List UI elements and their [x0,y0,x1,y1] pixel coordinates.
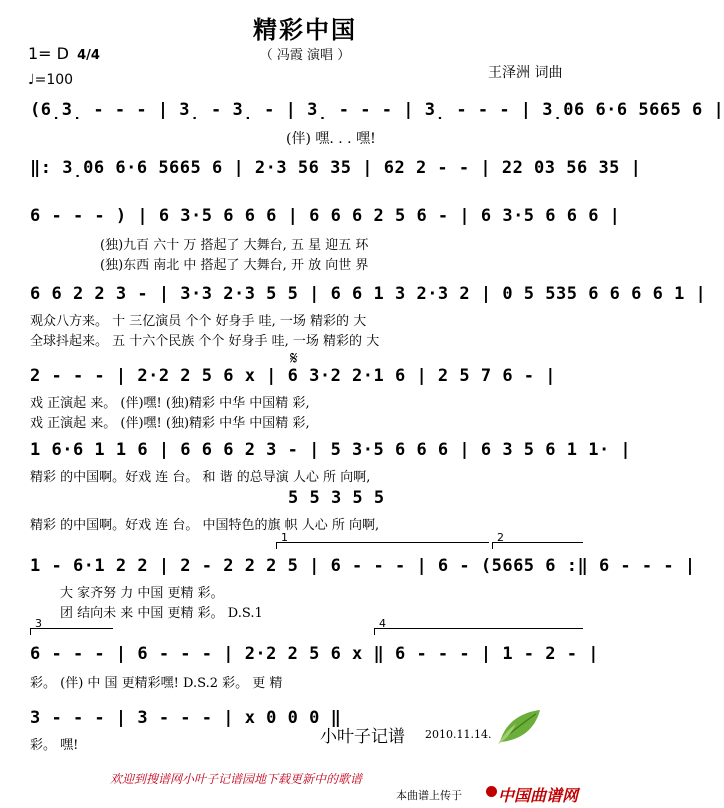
volta-bracket-1: 1 [276,542,489,549]
notation-row-9: 3 - - - | 3 - - - | x 0 0 0 ‖ [30,708,342,728]
notation-row-5: 2 - - - | 2·2 2 5 6 x | 6 3·2 2·1 6 | 2 5 7 6 - | [30,366,557,386]
footer-note: 欢迎到搜谱网小叶子记谱园地下载更新中的歌谱 [110,772,363,786]
notation-row-2: ‖: 3̣06 6·6 5665 6 | 2·3 56 35 | 62 2 - - | 22 03 56 35 | [30,158,642,178]
lyric-row-6-verse-1: 精彩 的中国啊。好戏 连 台。 和 谐 的总导演 人心 所 向啊, [30,470,371,485]
lyric-row-7-verse-1: 大 家齐努 力 中国 更精 彩。 [60,586,224,601]
transcription-date: 2010.11.14. [425,728,492,741]
notation-row-8: 6 - - - | 6 - - - | 2·2 2 5 6 x ‖ 6 - - - | 1 - 2 - | [30,644,599,664]
performer-line: （ 冯霞 演唱 ） [259,48,351,63]
lyric-row-8: 彩。 (伴) 中 国 更精彩嘿! D.S.2 彩。 更 精 [30,676,283,691]
song-title: 精彩中国 [253,16,357,44]
leaf-icon [496,706,544,746]
notation-row-7: 1 - 6·1 2 2 | 2 - 2 2 2 5 | 6 - - - | 6 - (5665 6 :‖ 6 - - - | [30,556,696,576]
lyric-row-4-verse-2: 全球抖起来。 五 十六个民族 个个 好身手 哇, 一场 精彩的 大 [30,334,380,349]
lyric-row-5-verse-1: 戏 正演起 来。 (伴)嘿! (独)精彩 中华 中国精 彩, [30,396,310,411]
volta-bracket-4: 4 [374,628,583,635]
volta-bracket-2: 2 [492,542,583,549]
lyric-row-3-verse-2: (独)东西 南北 中 搭起了 大舞台, 开 放 向世 界 [100,258,369,273]
tempo-marking: ♩=100 [28,72,74,88]
lyric-row-1: (伴) 嘿. . . 嘿! [286,131,376,147]
notation-row-4: 6 6 2 2 3 - | 3·3 2·3 5 5 | 6 6 1 3 2·3 2 | 0 5 535 6 6 6 6 1 | [30,284,707,304]
notation-row-6-alt: 5 5 3 5 5 [288,488,385,508]
volta-bracket-3: 3 [30,628,113,635]
notation-row-6: 1 6·6 1 1 6 | 6 6 6 2 3 - | 5 3·5 6 6 6 | 6 3 5 6 1 1· | [30,440,632,460]
lyric-row-9: 彩。 嘿! [30,738,79,753]
upload-note: 本曲谱上传于 [396,789,462,802]
key-signature [28,44,100,63]
lyric-row-4-verse-1: 观众八方来。 十 三亿演员 个个 好身手 哇, 一场 精彩的 大 [30,314,367,329]
time-signature: 4/4 [77,48,100,63]
notation-row-3: 6 - - - ) | 6 3·5 6 6 6 | 6 6 6 2 5 6 - | 6 3·5 6 6 6 | [30,206,621,226]
lyric-row-7-verse-2: 团 结向未 来 中国 更精 彩。 D.S.1 [60,606,263,621]
lyric-row-3-verse-1: (独)九百 六十 万 搭起了 大舞台, 五 星 迎五 环 [100,238,369,253]
lyricist-credit: 王泽洲 词曲 [488,65,563,81]
lyric-row-5-verse-2: 戏 正演起 来。 (伴)嘿! (独)精彩 中华 中国精 彩, [30,416,310,431]
key-label: 1= D [28,44,69,63]
notation-row-1: (6̣3̣ - - - | 3̣ - 3̣ - | 3̣ - - - | 3̣ - - - | 3̣06 6·6 5665 6 | [30,100,724,120]
lyric-row-6-verse-2: 精彩 的中国啊。好戏 连 台。 中国特色的旗 帜 人心 所 向啊, [30,518,380,533]
brand-logo-icon [486,786,497,797]
brand-name[interactable]: 中国曲谱网 [498,786,579,805]
transcriber-signature: 小叶子记谱 [320,727,405,747]
segno-icon: 𝄋 [290,348,298,369]
